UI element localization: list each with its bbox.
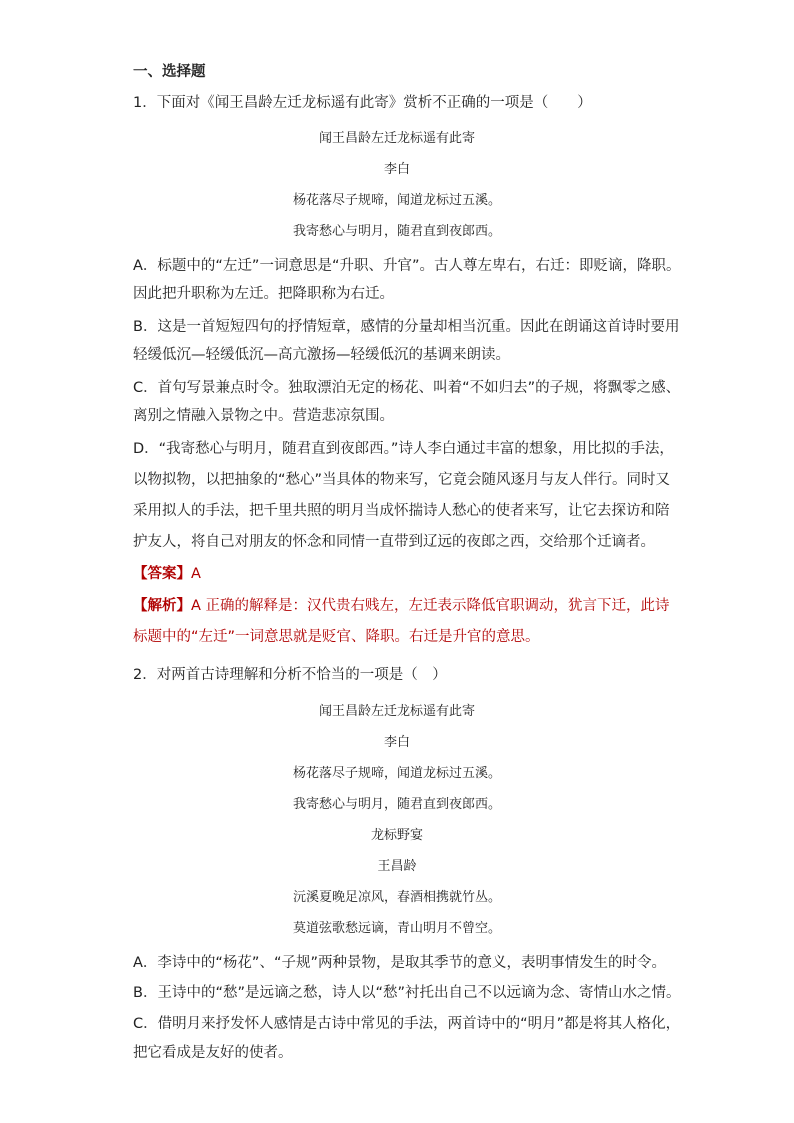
q1-poem-author: 李白 [383, 162, 410, 177]
q2-poem1-line-1: 杨花落尽子规啼，闻道龙标过五溪。 [292, 766, 501, 781]
section-title: 一、选择题 [133, 64, 206, 80]
q1-poem-line-2: 我寄愁心与明月，随君直到夜郎西。 [292, 224, 501, 239]
q1-option-c-line-1: C．首句写景兼点时令。独取漂泊无定的杨花、叫着“不如归去”的子规，将飘零之感、 [133, 380, 681, 396]
q1-poem-title: 闻王昌龄左迁龙标遥有此寄 [318, 131, 475, 146]
analysis-label: 【解析】 [133, 598, 191, 614]
question-1-stem: 1．下面对《闻王昌龄左迁龙标遥有此寄》赏析不正确的一项是（ ） [133, 95, 592, 111]
answer-value: A [191, 566, 201, 582]
q1-option-b-line-2: 轻缓低沉—轻缓低沉—高亢激扬—轻缓低沉的基调来朗读。 [133, 347, 510, 363]
q1-analysis-line-1 [133, 596, 670, 616]
q1-option-a-line-2: 因此把升职称为左迁。把降职称为右迁。 [133, 286, 394, 302]
q1-option-d-line-1: D．“我寄愁心与明月，随君直到夜郎西。”诗人李白通过丰富的想象，用比拟的手法， [133, 441, 674, 457]
q1-option-d-line-3: 采用拟人的手法，把千里共照的明月当成怀揣诗人愁心的使者来写，让它去探访和陪 [133, 503, 670, 519]
analysis-text-1: A 正确的解释是：汉代贵右贱左，左迁表示降低官职调动，犹言下迁，此诗 [191, 598, 670, 614]
q1-poem-line-1: 杨花落尽子规啼，闻道龙标过五溪。 [292, 193, 501, 208]
q1-option-d-line-2: 以物拟物，以把抽象的“愁心”当具体的物来写，它竟会随风逐月与友人伴行。同时又 [133, 472, 671, 488]
answer-label: 【答案】 [133, 566, 191, 582]
q1-option-b-line-1: B．这是一首短短四句的抒情短章，感情的分量却相当沉重。因此在朗诵这首诗时要用 [133, 319, 680, 335]
q2-poem2-line-2: 莫道弦歌愁远谪，青山明月不曾空。 [292, 921, 501, 936]
q2-option-b-line-1: B．王诗中的“愁”是远谪之愁，诗人以“愁”衬托出自己不以远谪为念、寄情山水之情。 [133, 985, 681, 1001]
question-2-stem: 2．对两首古诗理解和分析不恰当的一项是（ ） [133, 667, 447, 683]
q2-option-c-line-2: 把它看成是友好的使者。 [133, 1045, 293, 1061]
q1-analysis-line-2: 标题中的“左迁”一词意思就是贬官、降职。右迁是升官的意思。 [133, 629, 540, 645]
q2-option-a-line-1: A．李诗中的“杨花”、“子规”两种景物，是取其季节的意义，表明事情发生的时令。 [133, 955, 666, 971]
q2-poem2-line-1: 沅溪夏晚足凉风，春酒相携就竹丛。 [292, 890, 501, 905]
q1-answer [133, 564, 201, 584]
q1-option-a-line-1: A．标题中的“左迁”一词意思是“升职、升官”。古人尊左卑右，右迁：即贬谪，降职。 [133, 258, 681, 274]
q2-poem1-line-2: 我寄愁心与明月，随君直到夜郎西。 [292, 797, 501, 812]
q2-poem1-title: 闻王昌龄左迁龙标遥有此寄 [318, 704, 475, 719]
q2-poem1-author: 李白 [383, 735, 410, 750]
q2-poem2-author: 王昌龄 [377, 859, 417, 874]
q2-option-c-line-1: C．借明月来抒发怀人感情是古诗中常见的手法，两首诗中的“明月”都是将其人格化， [133, 1016, 681, 1032]
q1-option-c-line-2: 离别之情融入景物之中。营造悲凉氛围。 [133, 408, 394, 424]
q2-poem2-title: 龙标野宴 [370, 828, 423, 843]
q1-option-d-line-4: 护友人，将自己对朋友的怀念和同情一直带到辽远的夜郎之西，交给那个迁谪者。 [133, 534, 655, 550]
